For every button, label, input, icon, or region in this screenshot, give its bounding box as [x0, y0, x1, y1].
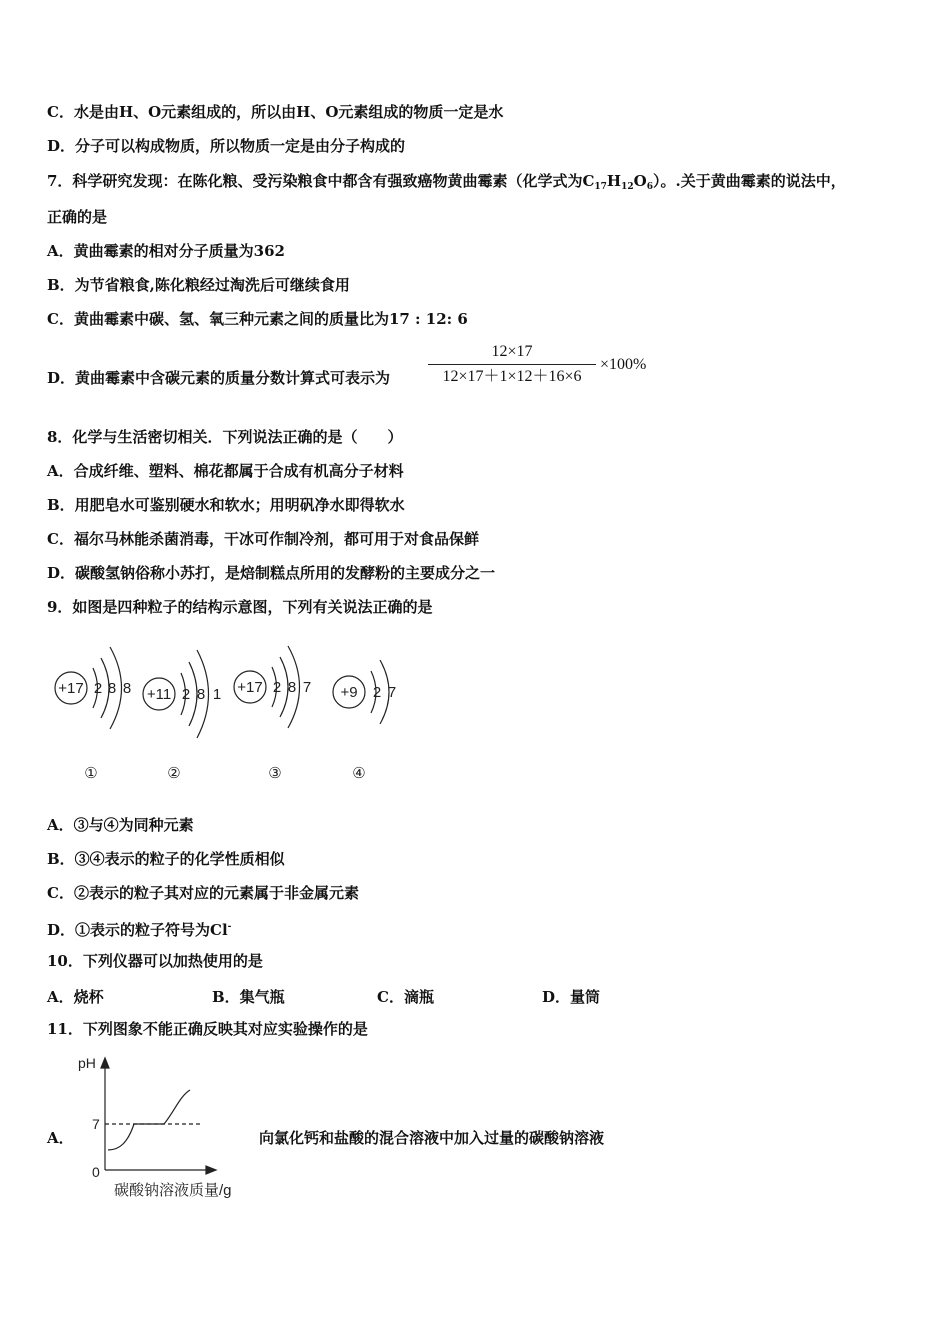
- origin-label: 0: [92, 1164, 100, 1180]
- x-axis-label: 碳酸钠溶液质量/g: [114, 1182, 232, 1199]
- q7-sub-17: 17: [594, 182, 607, 192]
- q7-option-c: C．黄曲霉素中碳、氢、氧三种元素之间的质量比为17 : 12: 6: [47, 310, 468, 328]
- q6-option-d: D．分子可以构成物质，所以物质一定是由分子构成的: [47, 137, 406, 155]
- p3-shell-1-count: 2: [272, 679, 282, 696]
- q7-stem: [47, 171, 846, 197]
- p3-shell-3-count: 7: [302, 679, 312, 696]
- y-tick-7: 7: [92, 1116, 100, 1132]
- q7-h: H: [606, 172, 622, 190]
- p4-nucleus: +9: [340, 684, 358, 701]
- p2-shell-3-count: 1: [212, 686, 222, 703]
- p2-label: ②: [167, 765, 181, 782]
- q7-fraction-denominator: 12×17＋1×12＋16×6: [442, 368, 582, 385]
- q11-option-a-text: 向氯化钙和盐酸的混合溶液中加入过量的碳酸钠溶液: [259, 1129, 605, 1147]
- p3-shell-2-count: 8: [287, 679, 297, 696]
- q9-option-d: [47, 917, 231, 940]
- p3-nucleus: +17: [237, 679, 263, 696]
- q10-option-a: A．烧杯: [47, 988, 104, 1006]
- q10-option-c: C．滴瓶: [377, 988, 434, 1006]
- q7-o: O: [633, 172, 647, 190]
- q7-stem-line2: 正确的是: [47, 208, 108, 226]
- q8-option-c: C．福尔马林能杀菌消毒，干冰可作制冷剂，都可用于对食品保鲜: [47, 530, 479, 548]
- p1-shell-1-count: 2: [93, 680, 103, 697]
- p1-label: ①: [84, 765, 98, 782]
- p2-shell-1-count: 2: [181, 686, 191, 703]
- q7-fraction-multiplier: ×100%: [600, 356, 647, 373]
- q9-option-b: B．③④表示的粒子的化学性质相似: [47, 850, 285, 868]
- p3-label: ③: [268, 765, 282, 782]
- q11-ph-graph: [72, 1052, 272, 1202]
- q7-fraction-numerator: 12×17: [491, 343, 533, 360]
- q10-option-b: B．集气瓶: [212, 988, 285, 1006]
- q8-option-b: B．用肥皂水可鉴别硬水和软水；用明矾净水即得软水: [47, 496, 405, 514]
- q7-option-d: D．黄曲霉素中含碳元素的质量分数计算式可表示为: [47, 369, 391, 387]
- q7-stem-part1: 7．科学研究发现：在陈化粮、受污染粮食中都含有强致癌物黄曲霉素（化学式为C: [47, 172, 595, 190]
- p2-nucleus: +11: [146, 686, 172, 703]
- q9-stem: 9．如图是四种粒子的结构示意图，下列有关说法正确的是: [47, 598, 433, 616]
- p1-shell-3-count: 8: [122, 680, 132, 697]
- q11-stem: 11．下列图象不能正确反映其对应实验操作的是: [47, 1020, 368, 1038]
- q8-option-d: D．碳酸氢钠俗称小苏打，是焙制糕点所用的发酵粉的主要成分之一: [47, 564, 496, 582]
- p3-shell-2: [280, 657, 288, 717]
- ph-curve: [108, 1090, 190, 1150]
- q11-option-a-letter: A．: [47, 1129, 74, 1147]
- q9-option-c: C．②表示的粒子其对应的元素属于非金属元素: [47, 884, 359, 902]
- p2-shell-2-count: 8: [196, 686, 206, 703]
- q9-option-d-charge: -: [227, 922, 232, 932]
- q10-option-d: D．量筒: [542, 988, 601, 1006]
- q7-option-b: B．为节省粮食,陈化粮经过淘洗后可继续食用: [47, 276, 350, 294]
- p4-shell-1-count: 2: [372, 684, 382, 701]
- q8-stem: 8．化学与生活密切相关．下列说法正确的是（ ）: [47, 428, 403, 446]
- q7-sub-6: 6: [646, 182, 653, 192]
- p4-shell-2-count: 7: [387, 684, 397, 701]
- p1-nucleus: +17: [58, 680, 84, 697]
- p2-shell-2: [189, 662, 197, 726]
- q10-stem: 10．下列仪器可以加热使用的是: [47, 952, 263, 970]
- q7-fraction: [428, 341, 596, 388]
- q9-option-d-text: D．①表示的粒子符号为Cl: [47, 921, 228, 939]
- q7-stem-part2: ）。.关于黄曲霉素的说法中，: [652, 172, 846, 190]
- y-axis-arrow: [101, 1058, 109, 1068]
- q7-fraction-bar: [428, 364, 596, 365]
- q8-option-a: A．合成纤维、塑料、棉花都属于合成有机高分子材料: [47, 462, 404, 480]
- q9-option-a: A．③与④为同种元素: [47, 816, 194, 834]
- p1-shell-2-count: 8: [107, 680, 117, 697]
- q6-option-c: C．水是由H、O元素组成的，所以由H、O元素组成的物质一定是水: [47, 103, 504, 121]
- q9-particle-diagram: [40, 630, 460, 790]
- q7-option-a: A．黄曲霉素的相对分子质量为362: [47, 242, 285, 260]
- x-axis-arrow: [206, 1166, 216, 1174]
- q7-sub-12: 12: [621, 182, 634, 192]
- y-axis-label: pH: [78, 1055, 96, 1071]
- p4-label: ④: [352, 765, 366, 782]
